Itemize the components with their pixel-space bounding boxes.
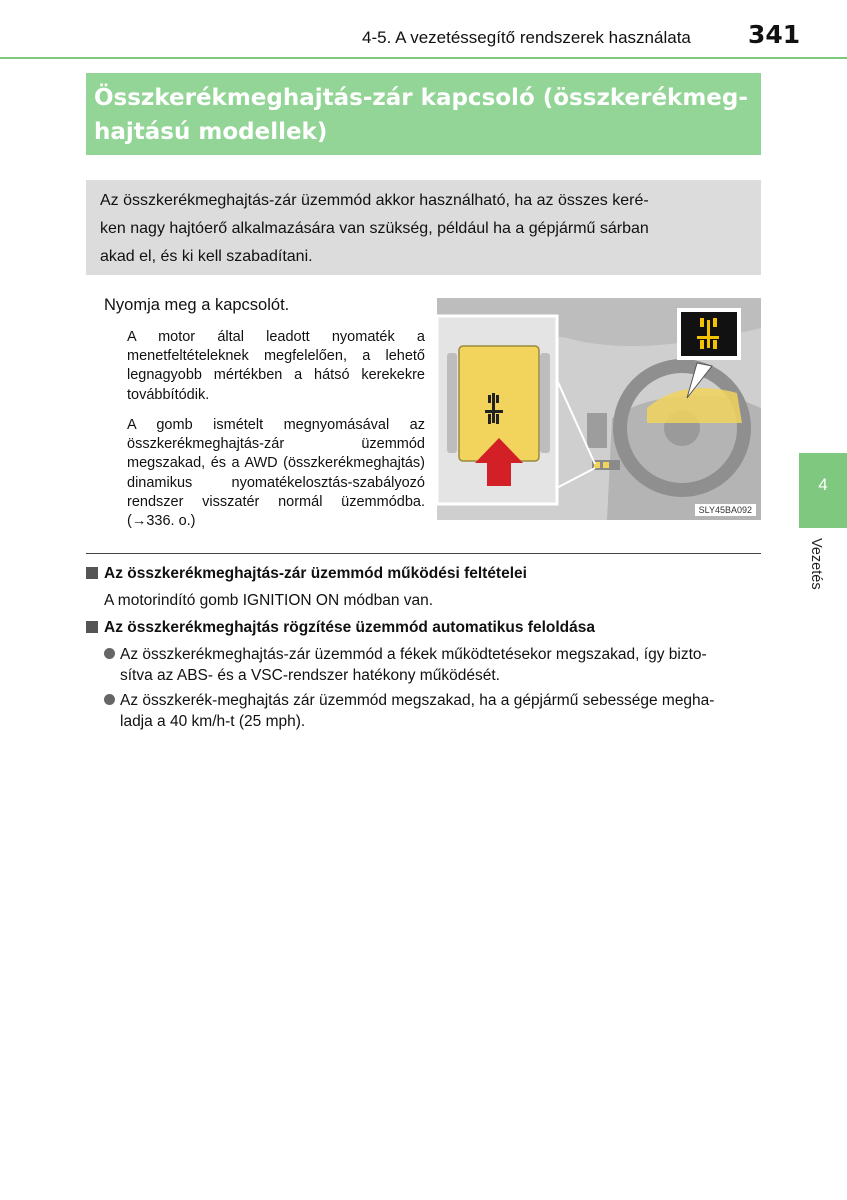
figure-code: SLY45BA092	[695, 504, 756, 516]
heading-operating-conditions	[86, 565, 527, 583]
chapter-tab	[799, 453, 847, 528]
bullet2-line1: Az összkerék-meghajtás zár üzemmód megszakad, ha a gépjármű sebessége megha-	[120, 692, 715, 709]
intro-box	[86, 180, 761, 275]
intro-line1: Az összkerékmeghajtás-zár üzemmód akkor használható, ha az összes keré-	[100, 192, 649, 209]
round-bullet-icon	[104, 648, 115, 659]
heading-operating-conditions-text: Az összkerékmeghajtás-zár üzemmód működési feltételei	[104, 565, 527, 582]
chapter-label: Vezetés	[808, 538, 824, 590]
list-item	[104, 690, 764, 732]
dashboard-illustration	[437, 298, 761, 520]
switch-bank	[592, 460, 620, 470]
operating-conditions-text: A motorindító gomb IGNITION ON módban van.	[104, 592, 434, 609]
bullet1-line1: Az összkerékmeghajtás-zár üzemmód a fékek működtetésekor megszakad, így bizto-	[120, 646, 707, 663]
header-divider	[0, 57, 847, 59]
bullet2-line2: ladja a 40 km/h-t (25 mph).	[120, 713, 306, 730]
bullet1-line2: sítva az ABS- és a VSC-rendszer hatékony működését.	[120, 667, 500, 684]
section-title-bar	[86, 73, 761, 155]
round-bullet-icon	[104, 694, 115, 705]
section-title-line2: hajtású modellek)	[94, 119, 328, 145]
heading-auto-release-text: Az összkerékmeghajtás rögzítése üzemmód automatikus feloldása	[104, 619, 595, 636]
heading-auto-release	[86, 619, 595, 637]
intro-line3: akad el, és ki kell szabadítani.	[100, 248, 313, 265]
square-bullet-icon	[86, 621, 98, 633]
step-paragraph-1: A motor által leadott nyomaték a menetfeltételeknek megfelelően, a lehető legnagyobb mértékben a hátsó kerekekre továbbítódik.	[127, 329, 425, 403]
dashboard-drawing	[437, 298, 761, 520]
chapter-number: 4	[818, 475, 828, 494]
step-paragraph-2: A gomb ismételt megnyomásával az összkerékmeghajtás-zár üzemmód megszakad, és a AWD (összkerékmeghajtás) dinamikus nyomatékelosztás-szabályozó rendszer visszatér normál üzemmódba. (→336. o.)	[127, 417, 425, 530]
page-number: 341	[748, 20, 801, 49]
step-instruction: Nyomja meg a kapcsolót.	[104, 296, 290, 314]
section-title-line1: Összkerékmeghajtás-zár kapcsoló (összkerékmeg-	[94, 85, 748, 111]
list-item	[104, 644, 764, 686]
square-bullet-icon	[86, 567, 98, 579]
intro-line2: ken nagy hajtóerő alkalmazására van szükség, például ha a gépjármű sárban	[100, 220, 649, 237]
section-divider	[86, 553, 761, 554]
running-header: 4-5. A vezetéssegítő rendszerek használata	[362, 28, 691, 47]
